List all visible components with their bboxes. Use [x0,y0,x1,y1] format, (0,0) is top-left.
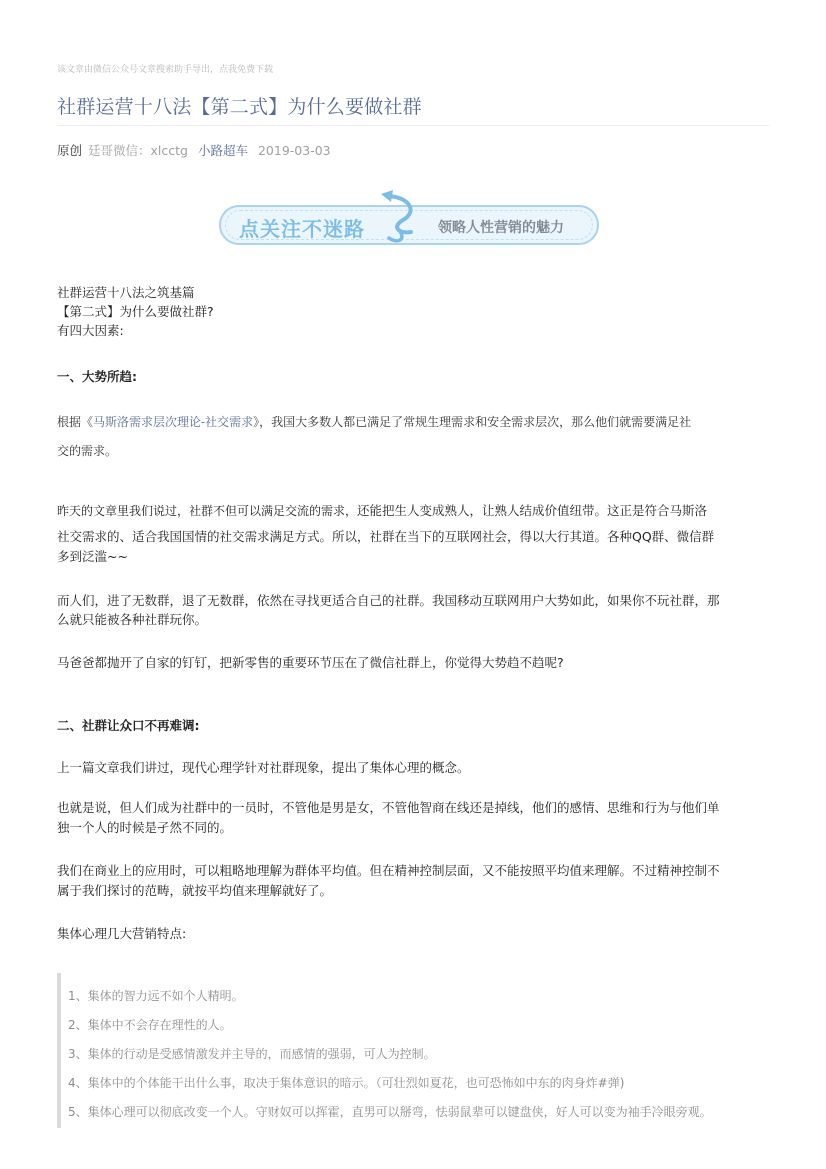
quote-item: 5、集体心理可以彻底改变一个人。守财奴可以挥霍，直男可以掰弯，怯弱鼠辈可以键盘侠，好人可以变为袖手冷眼旁观。 [68,1105,712,1119]
section1-para2-line: 社交需求的、适合我国国情的社交需求满足方式。所以，社群在当下的互联网社会，得以大行其道。各种QQ群、微信群 [57,529,715,544]
section2-heading: 二、社群让众口不再难调: [57,718,200,733]
section1-para3-line: 而人们，进了无数群，退了无数群，依然在寻找更适合自己的社群。我国移动互联网用户大势如此，如果你不玩社群，那 [57,593,720,608]
section2-para2-line: 也就是说，但人们成为社群中的一员时，不管他是男是女，不管他智商在线还是掉线，他们的感情、思维和行为与他们单 [57,800,720,815]
section2-para1: 上一篇文章我们讲过，现代心理学针对社群现象，提出了集体心理的概念。 [57,760,470,775]
intro-line: 【第二式】为什么要做社群? [57,304,214,319]
original-label: 原创 [57,143,83,158]
section1-para4: 马爸爸都抛开了自家的钉钉，把新零售的重要环节压在了微信社群上，你觉得大势趋不趋呢? [57,655,564,670]
banner-main-text: 点关注不迷路 [239,217,365,241]
section2-para3-line: 我们在商业上的应用时，可以粗略地理解为群体平均值。但在精神控制层面，又不能按照平均值来理解。不过精神控制不 [57,863,720,878]
section1-para1-line: 根据《马斯洛需求层次理论-社交需求》，我国大多数人都已满足了常规生理需求和安全需求层次，那么他们就需要满足社 [57,415,692,429]
section2-para3-line: 属于我们探讨的范畴，就按平均值来理解就好了。 [57,883,333,898]
blockquote-bar [57,973,61,1128]
intro-line: 社群运营十八法之筑基篇 [57,285,195,300]
author-name: 廷哥微信：xlcctg [88,143,188,158]
article-meta [57,141,331,159]
intro-line: 有四大因素: [57,323,124,338]
quote-item: 1、集体的智力远不如个人精明。 [68,989,244,1003]
follow-banner[interactable] [219,188,599,254]
section2-para2-line: 独一个人的时候是孑然不同的。 [57,820,233,835]
section1-heading: 一、大势所趋: [57,369,137,384]
article-title: 社群运营十八法【第二式】为什么要做社群 [57,96,422,118]
section1-para2-line: 昨天的文章里我们说过，社群不但可以满足交流的需求，还能把生人变成熟人，让熟人结成价值纽带。这正是符合马斯洛 [57,503,708,518]
section1-para2-line: 多到泛滥~~ [57,549,128,564]
title-divider [57,125,769,126]
section2-para4: 集体心理几大营销特点: [57,926,187,941]
blockquote [57,973,769,1128]
maslow-link[interactable]: 马斯洛需求层次理论-社交需求 [93,415,254,429]
section1-para3-line: 么就只能被各种社群玩你。 [57,612,208,627]
account-name-link[interactable]: 小路超车 [197,143,248,158]
quote-item: 4、集体中的个体能干出什么事，取决于集体意识的暗示。（可壮烈如夏花，也可恐怖如中东的肉身炸#弹) [68,1076,625,1090]
banner-sub-text: 领略人性营销的魅力 [438,220,564,236]
quote-item: 3、集体的行动是受感情激发并主导的，而感情的强弱，可人为控制。 [68,1047,436,1061]
export-notice-link[interactable]: 该文章由微信公众号文章搜索助手导出，点我免费下载 [57,65,274,75]
section1-para1-line: 交的需求。 [57,444,118,458]
quote-item: 2、集体中不会存在理性的人。 [68,1018,232,1032]
publish-date: 2019-03-03 [257,143,331,158]
curl-arrow-icon [377,188,427,248]
